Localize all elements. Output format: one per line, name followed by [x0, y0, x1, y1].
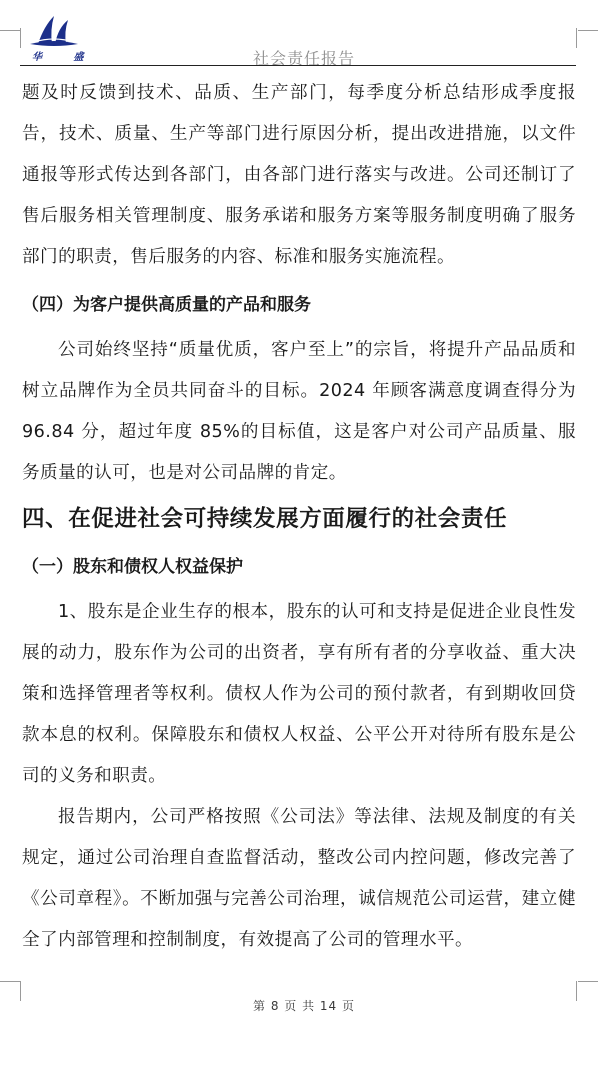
crop-mark-top-right-h [578, 30, 598, 31]
paragraph-governance: 报告期内，公司严格按照《公司法》等法律、法规及制度的有关规定，通过公司治理自查监督活动，整改公司内控问题，修改完善了《公司章程》。不断加强与完善公司治理，诚信规范公司运营，建立健全了内部管理和控制制度，有效提高了公司的管理水平。 [22, 807, 576, 950]
section-heading-sustainability: 四、在促进社会可持续发展方面履行的社会责任 [22, 506, 508, 532]
heading-customer-service: （四）为客户提供高质量的产品和服务 [22, 295, 311, 315]
logo-text: 华 盛 [32, 52, 98, 63]
paragraph-shareholders: 1、股东是企业生存的根本，股东的认可和支持是促进企业良性发展的动力，股东作为公司的出资者，享有所有者的分享收益、重大决策和选择管理者等权利。债权人作为公司的预付款者，有到期收回贷款本息的权利。保障股东和债权人权益、公平公开对待所有股东是公司的义务和职责。 [22, 602, 576, 786]
header-rule [20, 65, 576, 66]
page-content [22, 73, 576, 961]
page-number: 第 8 页 共 14 页 [253, 999, 355, 1013]
header-title: 社会责任报告 [252, 49, 355, 68]
crop-mark-bottom-right-h [578, 981, 598, 982]
crop-mark-top-right-v [576, 28, 577, 48]
paragraph-quality: 公司始终坚持“质量优质，客户至上”的宗旨，将提升产品品质和树立品牌作为全员共同奋斗的目标。2024 年顾客满意度调查得分为 96.84 分，超过年度 85%的目标值，这是客户对公司产品质量、服务质量的认可，也是对公司品牌的肯定。 [22, 340, 576, 483]
heading-shareholder-rights: （一）股东和债权人权益保护 [22, 557, 243, 577]
crop-mark-top-left-v [20, 28, 21, 48]
sail-logo-icon [28, 14, 80, 48]
crop-mark-top-left-h [0, 30, 20, 31]
crop-mark-bottom-left-h [0, 981, 20, 982]
paragraph-after-sales: 题及时反馈到技术、品质、生产部门，每季度分析总结形成季度报告，技术、质量、生产等部门进行原因分析，提出改进措施，以文件通报等形式传达到各部门，由各部门进行落实与改进。公司还制订了售后服务相关管理制度、服务承诺和服务方案等服务制度明确了服务部门的职责，售后服务的内容、标准和服务实施流程。 [22, 83, 576, 267]
